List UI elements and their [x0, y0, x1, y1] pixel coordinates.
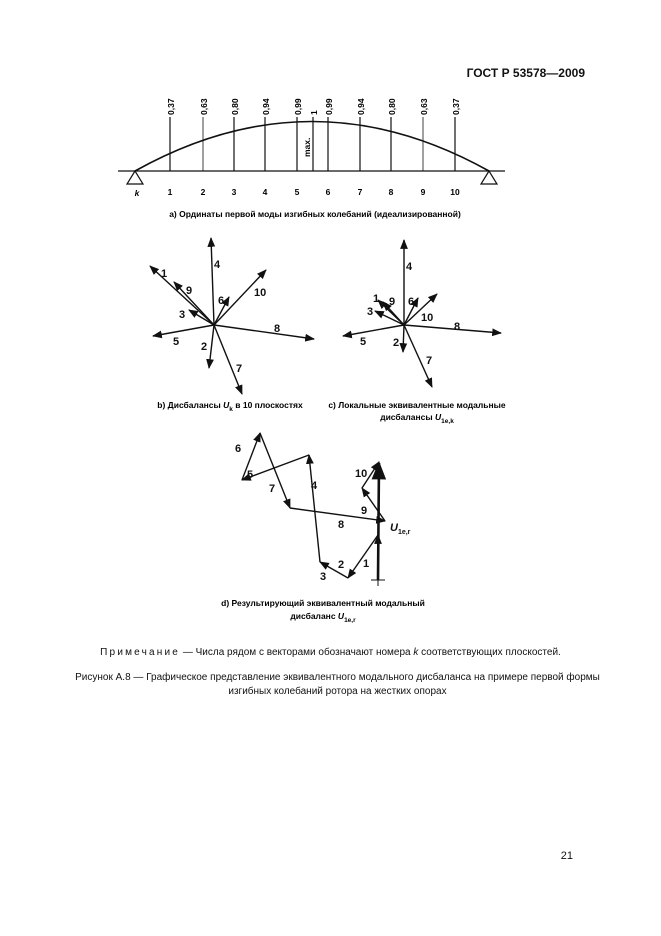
vector-label: 6 [218, 295, 225, 307]
ordinate-label: 0,37 [451, 98, 461, 115]
vector-label: 4 [406, 261, 413, 273]
panel-b-labels [161, 259, 280, 375]
plane-number: 2 [200, 187, 206, 197]
vector-label: 9 [186, 285, 193, 297]
vector-label: 9 [389, 296, 396, 308]
vector-label: 6 [235, 443, 242, 455]
svg-text:дисбаланс U1e,r: дисбаланс $U_{1e,r}$ [290, 611, 356, 624]
caption-b: b) Дисбалансы $U_k$ в 10 плоскостях [157, 400, 303, 413]
ordinate-label: 0,80 [230, 98, 240, 115]
ordinate-label: 0,94 [261, 98, 271, 115]
ordinate-label: 0,80 [387, 98, 397, 115]
vector-5 [153, 325, 214, 336]
vector-label: 7 [426, 355, 433, 367]
plane-number: 1 [167, 187, 173, 197]
mode-shape-curve [135, 122, 489, 172]
vector-7 [260, 433, 290, 508]
panel-a-mode-shape [118, 98, 505, 219]
vector-7 [214, 325, 242, 394]
vector-label: 3 [179, 309, 186, 321]
plane-number: 4 [262, 187, 268, 197]
k-label: k [134, 188, 140, 198]
vector-label: 5 [173, 336, 180, 348]
vector-label: 7 [269, 483, 276, 495]
caption-d [221, 598, 425, 624]
vector-label: 2 [338, 559, 345, 571]
plane-number: 10 [450, 187, 460, 197]
vector-label: 2 [393, 337, 400, 349]
vector-label: 3 [320, 571, 327, 583]
vector-4 [211, 238, 214, 325]
vector-3 [375, 311, 404, 325]
vector-8 [214, 325, 314, 339]
plane-number: 3 [231, 187, 237, 197]
vector-label: 10 [254, 287, 267, 299]
page-number: 21 [560, 850, 573, 862]
plane-number: 9 [420, 187, 426, 197]
max-label: max. [302, 137, 312, 157]
vector-label: 8 [338, 519, 345, 531]
vector-label: 2 [201, 341, 208, 353]
figure-caption-line1: Рисунок А.8 — Графическое представление эквивалентного модального дисбаланса на примере первой формы [75, 672, 600, 683]
vector-label: 4 [311, 480, 318, 492]
caption-c [328, 400, 506, 425]
ordinate-label: 1 [309, 110, 319, 115]
document-header: ГОСТ Р 53578—2009 [466, 66, 585, 80]
vector-label: 8 [274, 323, 281, 335]
caption-a: а) Ординаты первой моды изгибных колебаний (идеализированной) [169, 209, 461, 219]
vector-label: 5 [360, 336, 367, 348]
vector-8 [404, 325, 501, 333]
vector-5 [343, 325, 404, 336]
plane-numbers [135, 187, 460, 198]
svg-text:дисбалансы U1e,k: дисбалансы $U_{1e,k}$ [380, 412, 454, 425]
ordinate-label: 0,94 [356, 98, 366, 115]
plane-number: 8 [388, 187, 394, 197]
ordinate-lines [170, 117, 455, 171]
plane-number: 6 [325, 187, 331, 197]
ordinate-label: 0,99 [324, 98, 334, 115]
resultant-label: $U_{1e,r}$ [390, 522, 411, 536]
vector-label: 1 [373, 293, 380, 305]
note-lead: Примечание [100, 647, 181, 658]
resultant-vector [378, 463, 379, 580]
ordinate-label: 0,99 [293, 98, 303, 115]
vector-2 [403, 325, 404, 352]
panel-b-unbalances [150, 238, 314, 394]
figure-caption [45, 671, 630, 699]
svg-text:d) Результирующий эквивалентны: d) Результирующий эквивалентный модальный [221, 598, 425, 608]
vector-label: 5 [247, 469, 254, 481]
plane-number: 5 [294, 187, 300, 197]
vector-4 [309, 455, 320, 562]
vector-label: 7 [236, 363, 243, 375]
vector-label: 4 [214, 259, 221, 271]
plane-number: 7 [357, 187, 363, 197]
vector-label: 3 [367, 306, 374, 318]
vector-label: 9 [361, 505, 368, 517]
vector-2 [209, 325, 214, 368]
ordinate-label: 0,63 [419, 98, 429, 115]
figure-caption-line2: изгибных колебаний ротора на жестких опорах [228, 686, 447, 697]
vector-2 [348, 535, 378, 578]
ordinate-label: 0,63 [199, 98, 209, 115]
support-left [127, 171, 143, 184]
vector-label: 8 [454, 321, 461, 333]
vector-label: 1 [363, 558, 370, 570]
support-right [481, 171, 497, 184]
figure-note: Примечание — Числа рядом с векторами обозначают номера k соответствующих плоскостей. [100, 647, 561, 658]
vector-label: 10 [421, 312, 434, 324]
ordinate-label: 0,37 [166, 98, 176, 115]
vector-label: 6 [408, 296, 415, 308]
vector-label: 10 [355, 468, 368, 480]
svg-text:c) Локальные эквивалентные мод: c) Локальные эквивалентные модальные [328, 400, 506, 410]
vector-label: 1 [161, 268, 168, 280]
